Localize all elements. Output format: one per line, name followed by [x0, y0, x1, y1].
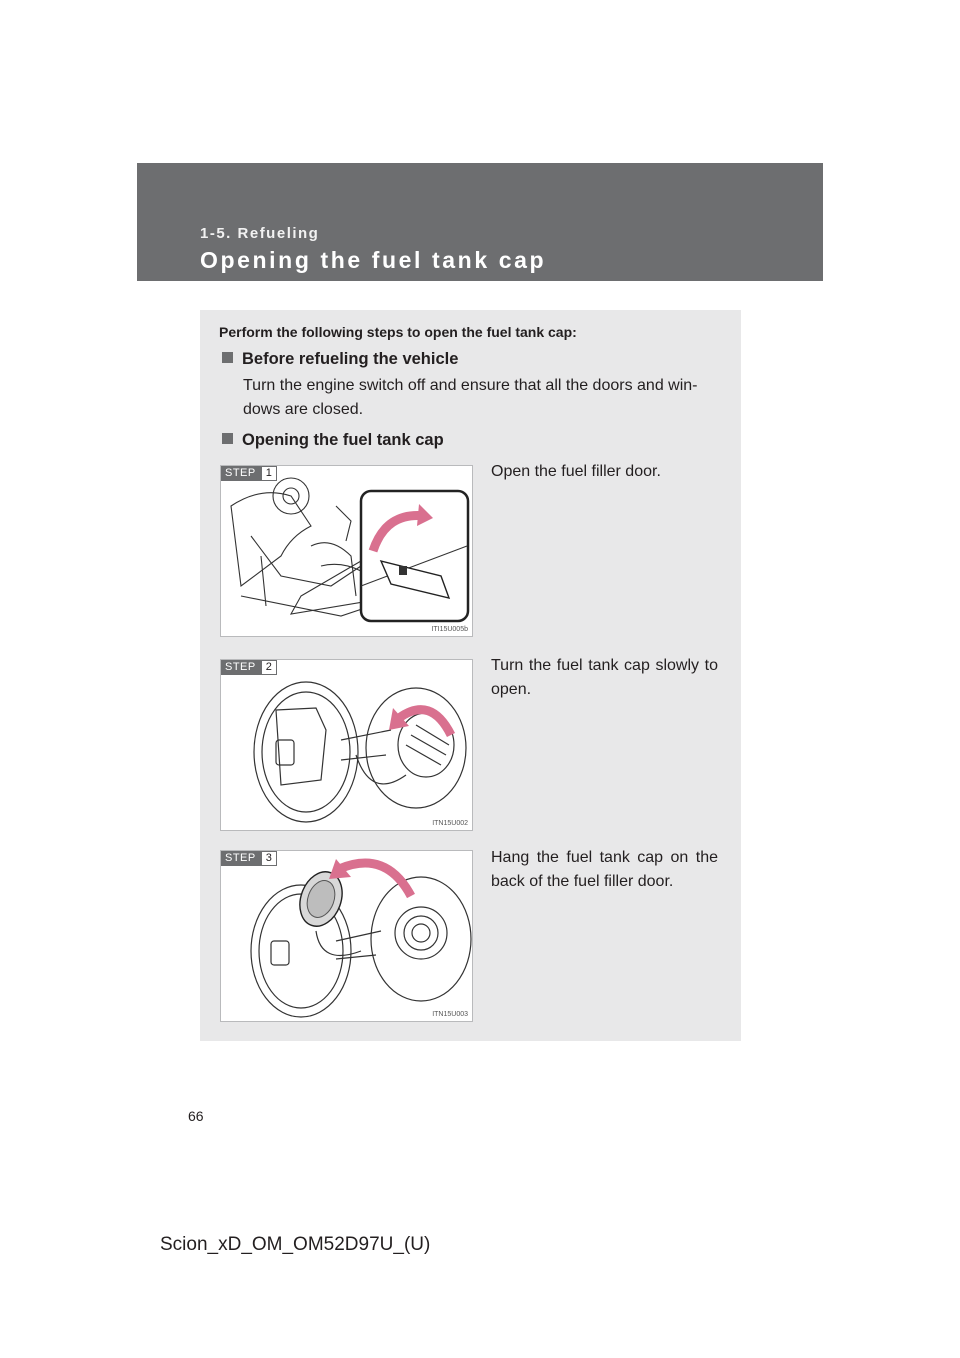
- before-refueling-text: Turn the engine switch off and ensure that all the doors and win-dows are closed.: [243, 377, 698, 418]
- step-1-text: Open the fuel filler door.: [491, 463, 661, 480]
- step-1-figure: [220, 465, 473, 637]
- intro-text: Perform the following steps to open the fuel tank cap:: [219, 324, 577, 340]
- figure-code: ITN15U003: [432, 1011, 468, 1018]
- step-word: STEP: [221, 851, 262, 866]
- step-3-badge: [221, 851, 277, 866]
- figure-code: ITI15U005b: [431, 626, 468, 633]
- page-number: 66: [188, 1108, 204, 1124]
- hang-fuel-cap-illustration: [221, 851, 473, 1022]
- fuel-cap-turn-illustration: [221, 660, 473, 831]
- opening-heading-text: Opening the fuel tank cap: [242, 431, 444, 449]
- step-word: STEP: [221, 466, 262, 481]
- square-bullet-icon: [222, 433, 233, 444]
- page-title: Opening the fuel tank cap: [200, 247, 547, 273]
- step-3-text: Hang the fuel tank cap on the back of the fuel filler door.: [491, 849, 718, 890]
- section-header: [137, 163, 823, 281]
- step-2-text: Turn the fuel tank cap slowly to open.: [491, 657, 718, 698]
- step-2-badge: [221, 660, 277, 675]
- fuel-door-opener-illustration: [221, 466, 473, 637]
- instruction-panel: [200, 310, 741, 1041]
- step-word: STEP: [221, 660, 262, 675]
- before-refueling-heading-text: Before refueling the vehicle: [242, 350, 459, 368]
- before-refueling-heading: [222, 350, 458, 369]
- figure-code: ITN15U002: [432, 820, 468, 827]
- step-number: 1: [262, 466, 277, 481]
- step-number: 3: [262, 851, 277, 866]
- step-3-figure: [220, 850, 473, 1022]
- document-code: Scion_xD_OM_OM52D97U_(U): [160, 1234, 431, 1255]
- step-1-badge: [221, 466, 277, 481]
- opening-heading: [222, 431, 444, 450]
- square-bullet-icon: [222, 352, 233, 363]
- step-2-figure: [220, 659, 473, 831]
- section-label: 1-5. Refueling: [200, 225, 320, 242]
- step-number: 2: [262, 660, 277, 675]
